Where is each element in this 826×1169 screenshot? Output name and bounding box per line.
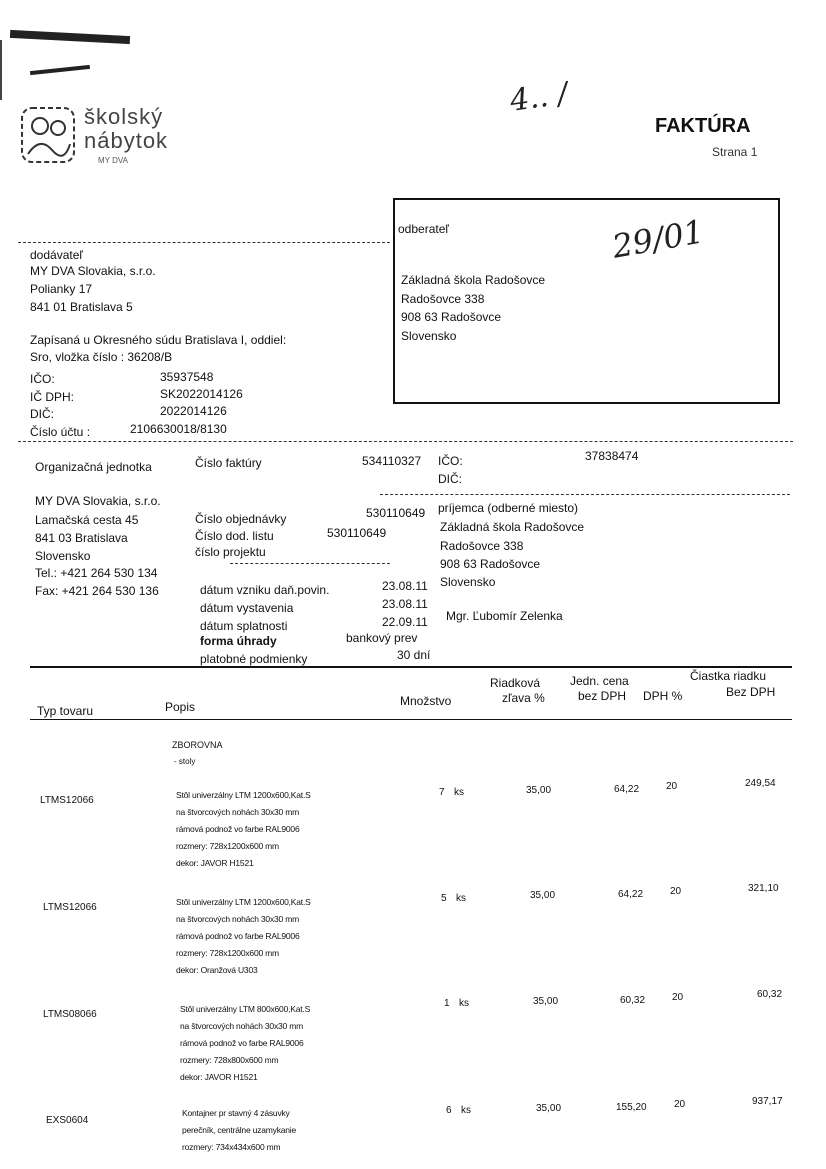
row-3-desc-line-1: Stôl univerzálny LTM 800x600,Kat.S [180, 1004, 311, 1014]
row-4-unit: ks [461, 1105, 471, 1116]
th-total-2: Bez DPH [726, 685, 776, 699]
row-2-unit: ks [456, 893, 466, 904]
supplier-registration-1: Zapísaná u Okresného súdu Bratislava I, oddiel: [30, 333, 287, 347]
supplier-dic-label: DIČ: [30, 407, 54, 421]
delivery-label: Číslo dod. listu [195, 529, 274, 543]
table-header-rule [30, 719, 792, 720]
row-4-desc-line-2: perečník, centrálne uzamykanie [182, 1125, 297, 1135]
handwritten-top-note: 4.. / [507, 76, 570, 119]
recipient-name: Základná škola Radošovce [440, 520, 585, 534]
recipient-label: príjemca (odberné miesto) [438, 501, 579, 515]
item-subgroup: - stoly [174, 757, 196, 766]
supplier-label: dodávateľ [30, 248, 83, 262]
meta-rule-2 [230, 563, 390, 564]
row-2-desc-line-4: rozmery: 728x1200x600 mm [176, 948, 279, 958]
due-date: 22.09.11 [382, 615, 428, 629]
row-1-price: 64,22 [614, 784, 640, 795]
row-2-code: LTMS12066 [43, 902, 97, 913]
row-2-desc-line-3: rámová podnož vo farbe RAL9006 [176, 931, 300, 941]
org-unit-label: Organizačná jednotka [35, 460, 152, 474]
row-2-price: 64,22 [618, 889, 644, 900]
buyer-dic-label: DIČ: [438, 472, 462, 486]
contact-person: Mgr. Ľubomír Zelenka [446, 609, 563, 623]
order-label: Číslo objednávky [195, 512, 287, 526]
terms-label: platobné podmienky [200, 652, 308, 666]
page-number: Strana 1 [712, 145, 758, 159]
row-1-code: LTMS12066 [40, 795, 94, 806]
customer-handwritten: 29/01 [609, 212, 707, 266]
row-3-desc-line-4: rozmery: 728x800x600 mm [180, 1055, 279, 1065]
supplier-ico-label: IČO: [30, 372, 55, 386]
row-3-unit: ks [459, 998, 469, 1009]
customer-street: Radošovce 338 [401, 292, 485, 306]
row-2-desc-line-1: Stôl univerzálny LTM 1200x600,Kat.S [176, 897, 311, 907]
row-2-desc [176, 894, 311, 979]
logo-line-3: MY DVA [98, 156, 128, 165]
supplier-icdph-label: IČ DPH: [30, 390, 75, 404]
scan-mark-left [30, 65, 90, 75]
row-1-desc-line-4: rozmery: 728x1200x600 mm [176, 841, 279, 851]
th-qty: Množstvo [400, 694, 452, 708]
th-desc: Popis [165, 700, 196, 714]
payment-method: bankový prev [346, 631, 418, 645]
th-discount-2: zľava % [502, 691, 545, 705]
row-4-qty: 6 [446, 1105, 452, 1116]
row-1-qty: 7 [439, 787, 445, 798]
supplier-ico: 35937548 [160, 370, 214, 384]
branch-country: Slovensko [35, 549, 91, 563]
logo-line-2: nábytok [84, 128, 169, 153]
recipient-city: 908 63 Radošovce [440, 557, 541, 571]
row-3-total: 60,32 [757, 989, 783, 1000]
row-3-price: 60,32 [620, 995, 646, 1006]
row-4-vat: 20 [674, 1099, 686, 1110]
tax-date-label: dátum vzniku daň.povin. [200, 583, 330, 597]
row-1-unit: ks [454, 787, 464, 798]
row-3-desc [180, 1001, 310, 1086]
logo [18, 104, 178, 170]
th-discount-1: Riadková [490, 676, 541, 690]
item-group: ZBOROVNA [172, 740, 223, 750]
th-total-1: Čiastka riadku [690, 669, 767, 683]
th-price-1: Jedn. cena [570, 674, 629, 688]
row-3-desc-line-3: rámová podnož vo farbe RAL9006 [180, 1038, 304, 1048]
customer-label: odberateľ [398, 222, 449, 236]
row-1-total: 249,54 [745, 778, 776, 789]
order-number: 530110649 [366, 506, 426, 520]
recipient-country: Slovensko [440, 575, 496, 589]
supplier-bottom-rule [18, 441, 793, 442]
row-3-desc-line-5: dekor: JAVOR H1521 [180, 1072, 258, 1082]
project-label: číslo projektu [195, 545, 266, 559]
branch-city: 841 03 Bratislava [35, 531, 128, 545]
buyer-ico: 37838474 [585, 449, 639, 463]
invoice-number-label: Číslo faktúry [195, 456, 262, 470]
delivery-number: 530110649 [327, 526, 387, 540]
recipient-street: Radošovce 338 [440, 539, 524, 553]
logo-line-1: školský [84, 104, 164, 129]
row-4-desc-line-1: Kontajner pr stavný 4 zásuvky [182, 1108, 290, 1118]
tax-date: 23.08.11 [382, 579, 428, 593]
invoice-number: 534110327 [362, 454, 422, 468]
logo-emblem-icon [18, 104, 78, 166]
row-2-discount: 35,00 [530, 890, 556, 901]
row-3-desc-line-2: na štvorcových nohách 30x30 mm [180, 1021, 303, 1031]
supplier-city: 841 01 Bratislava 5 [30, 300, 133, 314]
supplier-account-label: Číslo účtu : [30, 425, 91, 439]
row-2-desc-line-5: dekor: Oranžová U303 [176, 965, 258, 975]
supplier-name: MY DVA Slovakia, s.r.o. [30, 264, 156, 278]
row-1-desc [176, 787, 311, 872]
scan-mark-edge [0, 40, 2, 100]
supplier-account: 2106630018/8130 [130, 422, 227, 436]
payment-label: forma úhrady [200, 634, 277, 648]
row-4-discount: 35,00 [536, 1103, 562, 1114]
customer-country: Slovensko [401, 329, 457, 343]
issue-date-label: dátum vystavenia [200, 601, 294, 615]
row-4-total: 937,17 [752, 1096, 783, 1107]
row-1-desc-line-1: Stôl univerzálny LTM 1200x600,Kat.S [176, 790, 311, 800]
branch-street: Lamačská cesta 45 [35, 513, 139, 527]
branch-tel: Tel.: +421 264 530 134 [35, 566, 158, 580]
th-type: Typ tovaru [37, 704, 94, 718]
supplier-street: Polianky 17 [30, 282, 93, 296]
row-1-desc-line-5: dekor: JAVOR H1521 [176, 858, 254, 868]
meta-rule-1 [380, 494, 790, 495]
terms-value: 30 dní [397, 648, 431, 662]
document-title: FAKTÚRA [655, 115, 751, 137]
row-2-total: 321,10 [748, 883, 779, 894]
supplier-registration-2: Sro, vložka číslo : 36208/B [30, 350, 173, 364]
row-3-vat: 20 [672, 992, 684, 1003]
due-date-label: dátum splatnosti [200, 619, 288, 633]
row-4-price: 155,20 [616, 1102, 647, 1113]
branch-name: MY DVA Slovakia, s.r.o. [35, 494, 161, 508]
scan-mark-top [10, 30, 130, 44]
row-1-vat: 20 [666, 781, 678, 792]
issue-date: 23.08.11 [382, 597, 428, 611]
row-4-code: EXS0604 [46, 1115, 89, 1126]
th-vat: DPH % [643, 689, 683, 703]
row-3-qty: 1 [444, 998, 450, 1009]
table-top-rule [30, 666, 792, 668]
supplier-dic: 2022014126 [160, 404, 227, 418]
row-1-desc-line-3: rámová podnož vo farbe RAL9006 [176, 824, 300, 834]
row-2-desc-line-2: na štvorcových nohách 30x30 mm [176, 914, 299, 924]
row-4-desc-line-3: rozmery: 734x434x600 mm [182, 1142, 281, 1152]
supplier-top-rule [18, 242, 390, 243]
th-price-2: bez DPH [578, 689, 627, 703]
row-2-vat: 20 [670, 886, 682, 897]
branch-fax: Fax: +421 264 530 136 [35, 584, 159, 598]
customer-name: Základná škola Radošovce [401, 273, 546, 287]
row-4-desc [182, 1105, 296, 1156]
row-3-discount: 35,00 [533, 996, 559, 1007]
supplier-icdph: SK2022014126 [160, 387, 243, 401]
customer-city: 908 63 Radošovce [401, 310, 502, 324]
row-3-code: LTMS08066 [43, 1009, 97, 1020]
row-1-desc-line-2: na štvorcových nohách 30x30 mm [176, 807, 299, 817]
buyer-ico-label: IČO: [438, 454, 463, 468]
row-1-discount: 35,00 [526, 785, 552, 796]
row-2-qty: 5 [441, 893, 447, 904]
